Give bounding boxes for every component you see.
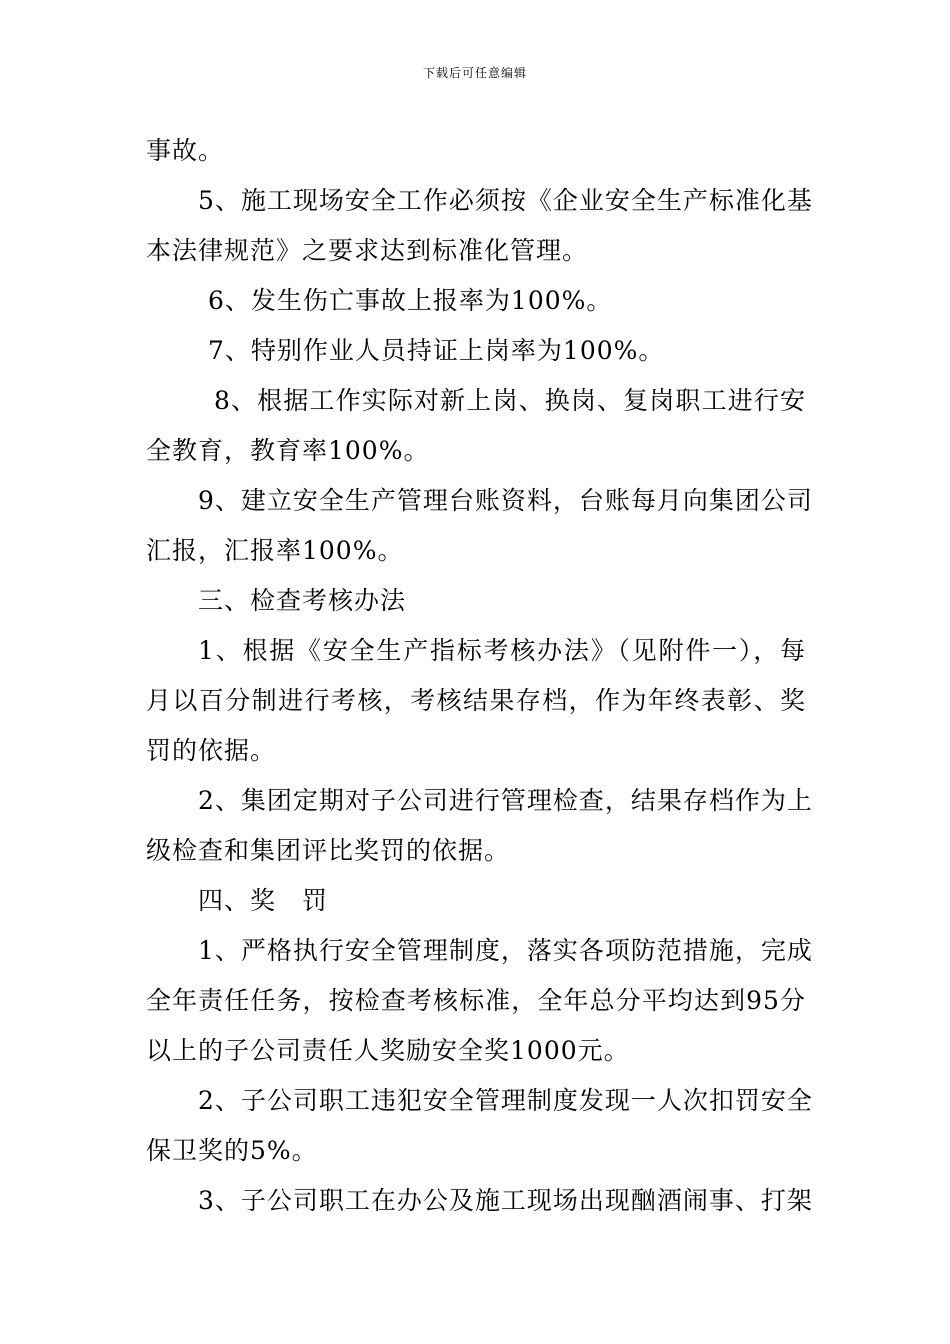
text-line: 2、集团定期对子公司进行管理检查，结果存档作为上 bbox=[198, 786, 813, 815]
text-line: 本法律规范》之要求达到标准化管理。 bbox=[146, 236, 589, 265]
text-line: 1、根据《安全生产指标考核办法》（见附件一），每 bbox=[198, 636, 806, 665]
text-line: 3、子公司职工在办公及施工现场出现酗酒闹事、打架 bbox=[198, 1186, 813, 1215]
text-line: 以上的子公司责任人奖励安全奖1000元。 bbox=[146, 1036, 630, 1065]
text-line: 9、建立安全生产管理台账资料，台账每月向集团公司 bbox=[198, 486, 813, 515]
text-line: 1、严格执行安全管理制度，落实各项防范措施，完成 bbox=[198, 936, 813, 965]
section-heading: 四、奖 罚 bbox=[198, 886, 329, 915]
page-header: 下载后可任意编辑 bbox=[422, 66, 527, 80]
document-body bbox=[146, 126, 813, 1226]
text-line: 全年责任任务，按检查考核标准，全年总分平均达到95分 bbox=[146, 986, 806, 1015]
text-line: 事故。 bbox=[146, 136, 225, 165]
text-line: 汇报，汇报率100%。 bbox=[146, 536, 404, 565]
text-line: 6、发生伤亡事故上报率为100%。 bbox=[208, 286, 613, 315]
text-line: 2、子公司职工违犯安全管理制度发现一人次扣罚安全 bbox=[198, 1086, 813, 1115]
text-line: 级检查和集团评比奖罚的依据。 bbox=[146, 836, 511, 865]
text-line: 5、施工现场安全工作必须按《企业安全生产标准化基 bbox=[198, 186, 813, 215]
text-line: 月以百分制进行考核，考核结果存档，作为年终表彰、奖 bbox=[146, 686, 806, 715]
text-line: 保卫奖的5%。 bbox=[146, 1136, 318, 1165]
text-line: 7、特别作业人员持证上岗率为100%。 bbox=[208, 336, 665, 365]
text-line: 罚的依据。 bbox=[146, 736, 277, 765]
text-line: 8、根据工作实际对新上岗、换岗、复岗职工进行安 bbox=[214, 386, 806, 415]
text-line: 全教育，教育率100%。 bbox=[146, 436, 430, 465]
section-heading: 三、检查考核办法 bbox=[198, 586, 407, 615]
